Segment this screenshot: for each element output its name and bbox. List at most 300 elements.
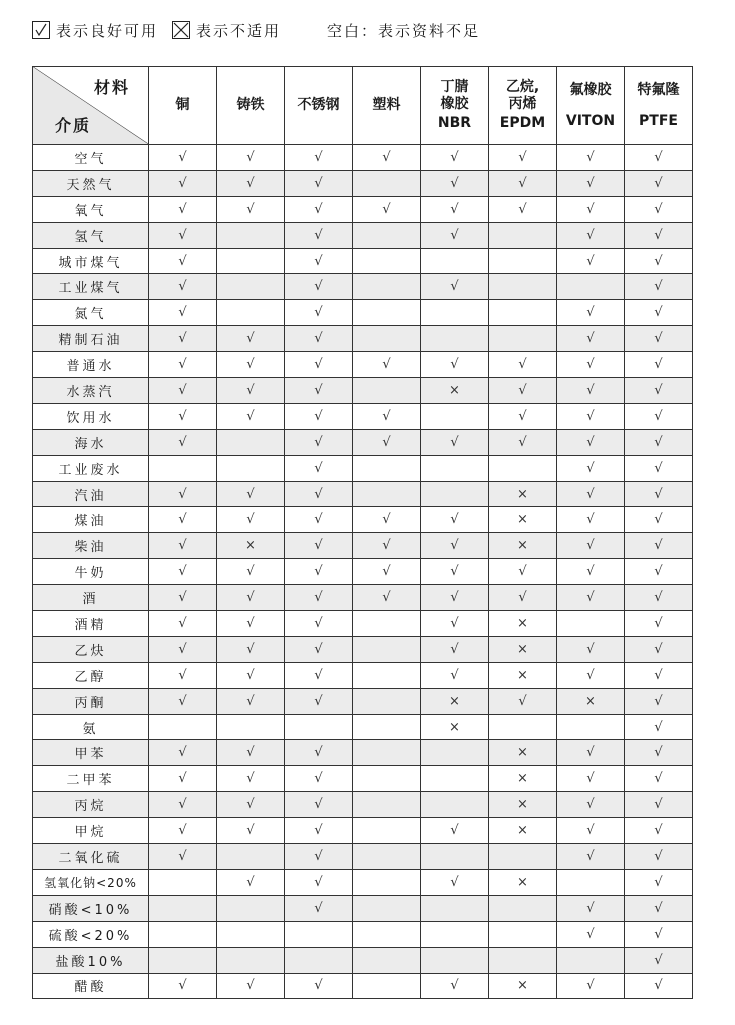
compat-cell: √ <box>557 507 625 533</box>
column-header: 乙烷, 丙烯 EPDM <box>489 67 557 145</box>
compat-cell <box>421 403 489 429</box>
compat-cell: √ <box>285 196 353 222</box>
compat-cell: √ <box>217 378 285 404</box>
compat-cell: √ <box>557 352 625 378</box>
compat-cell: √ <box>489 170 557 196</box>
compat-cell <box>557 274 625 300</box>
compat-cell: √ <box>625 921 693 947</box>
compat-cell: √ <box>625 792 693 818</box>
compat-cell <box>217 222 285 248</box>
compat-cell <box>217 300 285 326</box>
compat-cell: √ <box>217 585 285 611</box>
compat-cell: √ <box>285 455 353 481</box>
compat-cell <box>353 662 421 688</box>
compat-cell <box>353 947 421 973</box>
compat-cell: √ <box>285 818 353 844</box>
compat-cell: √ <box>285 559 353 585</box>
compat-cell <box>421 300 489 326</box>
compat-cell <box>421 921 489 947</box>
compat-cell: √ <box>557 481 625 507</box>
compat-cell <box>353 714 421 740</box>
table-row <box>33 688 693 714</box>
compat-cell: √ <box>625 766 693 792</box>
table-row <box>33 585 693 611</box>
table-row <box>33 844 693 870</box>
compat-cell: √ <box>625 248 693 274</box>
medium-cell: 硝酸<10% <box>33 895 149 921</box>
compat-cell: √ <box>149 481 217 507</box>
compat-cell: × <box>489 869 557 895</box>
compat-cell: √ <box>489 196 557 222</box>
legend-blank-label: 空白：表示资料不足 <box>327 21 481 40</box>
compat-cell: √ <box>285 766 353 792</box>
compat-cell <box>217 455 285 481</box>
medium-cell: 汽油 <box>33 481 149 507</box>
compat-cell: √ <box>149 611 217 637</box>
compat-cell: √ <box>625 533 693 559</box>
compat-cell <box>217 429 285 455</box>
compat-cell: √ <box>217 818 285 844</box>
compat-cell: √ <box>421 533 489 559</box>
medium-cell: 饮用水 <box>33 403 149 429</box>
compat-cell <box>149 455 217 481</box>
compat-cell <box>421 766 489 792</box>
compat-cell: × <box>217 533 285 559</box>
table-row <box>33 714 693 740</box>
compat-cell: √ <box>285 170 353 196</box>
column-header: 丁腈 橡胶 NBR <box>421 67 489 145</box>
compat-cell: × <box>489 611 557 637</box>
compat-cell: √ <box>557 533 625 559</box>
compat-cell: √ <box>149 818 217 844</box>
compat-cell: √ <box>149 688 217 714</box>
compat-cell: √ <box>557 973 625 999</box>
compat-cell: × <box>421 714 489 740</box>
column-header: 氟橡胶 VITON <box>557 67 625 145</box>
compat-cell: × <box>489 818 557 844</box>
compat-cell: √ <box>149 145 217 171</box>
corner-material-label: 材料 <box>93 78 130 97</box>
compat-cell: √ <box>625 611 693 637</box>
compat-cell: √ <box>625 662 693 688</box>
compat-cell <box>217 274 285 300</box>
compat-cell: × <box>489 533 557 559</box>
compat-cell: √ <box>421 145 489 171</box>
medium-cell: 乙炔 <box>33 636 149 662</box>
compat-cell: √ <box>285 326 353 352</box>
compat-cell: √ <box>149 196 217 222</box>
table-row <box>33 973 693 999</box>
compat-cell: √ <box>557 740 625 766</box>
compat-cell: √ <box>557 766 625 792</box>
compat-cell: √ <box>557 326 625 352</box>
compat-cell: √ <box>285 507 353 533</box>
compat-cell <box>149 947 217 973</box>
legend <box>32 18 722 42</box>
table-row <box>33 170 693 196</box>
checkbox-check-icon <box>32 21 50 39</box>
corner-header-cell <box>33 67 149 145</box>
compat-cell: √ <box>149 403 217 429</box>
compat-cell: √ <box>285 611 353 637</box>
compat-cell: √ <box>489 585 557 611</box>
compat-cell: √ <box>421 222 489 248</box>
compat-cell <box>285 714 353 740</box>
compat-cell: √ <box>489 145 557 171</box>
medium-cell: 煤油 <box>33 507 149 533</box>
compat-cell <box>353 481 421 507</box>
table-row <box>33 378 693 404</box>
medium-cell: 二甲苯 <box>33 766 149 792</box>
medium-cell: 空气 <box>33 145 149 171</box>
medium-cell: 天然气 <box>33 170 149 196</box>
compat-cell <box>353 792 421 818</box>
medium-cell: 醋酸 <box>33 973 149 999</box>
table-row <box>33 248 693 274</box>
compat-cell <box>421 792 489 818</box>
compat-cell <box>149 869 217 895</box>
compat-cell <box>557 869 625 895</box>
compat-cell: √ <box>557 170 625 196</box>
compat-cell: √ <box>353 585 421 611</box>
compat-cell: √ <box>557 378 625 404</box>
compat-cell: √ <box>421 611 489 637</box>
compat-cell: √ <box>421 636 489 662</box>
compat-cell: √ <box>557 196 625 222</box>
compat-cell: √ <box>285 481 353 507</box>
table-row <box>33 222 693 248</box>
medium-cell: 城市煤气 <box>33 248 149 274</box>
compat-cell: √ <box>285 973 353 999</box>
compat-cell: × <box>489 481 557 507</box>
compat-cell <box>489 326 557 352</box>
compat-cell: √ <box>557 636 625 662</box>
compat-cell <box>353 973 421 999</box>
compat-cell <box>217 895 285 921</box>
compat-cell <box>557 611 625 637</box>
compat-cell <box>489 895 557 921</box>
medium-cell: 硫酸<20% <box>33 921 149 947</box>
compat-cell <box>489 455 557 481</box>
medium-cell: 水蒸汽 <box>33 378 149 404</box>
compat-cell: √ <box>149 352 217 378</box>
compat-cell: √ <box>557 559 625 585</box>
compat-cell: √ <box>421 429 489 455</box>
medium-cell: 盐酸10% <box>33 947 149 973</box>
compat-cell: √ <box>285 585 353 611</box>
compat-cell: √ <box>285 352 353 378</box>
compat-cell: √ <box>217 559 285 585</box>
compat-cell: √ <box>421 274 489 300</box>
column-header: 特氟隆 PTFE <box>625 67 693 145</box>
medium-cell: 氨 <box>33 714 149 740</box>
compat-cell: √ <box>149 248 217 274</box>
compat-cell: × <box>489 636 557 662</box>
compat-cell: √ <box>625 300 693 326</box>
compat-cell: √ <box>421 507 489 533</box>
table-row <box>33 636 693 662</box>
compat-cell <box>353 740 421 766</box>
compat-cell <box>489 274 557 300</box>
compat-cell <box>217 714 285 740</box>
compat-cell <box>489 300 557 326</box>
compat-cell: √ <box>285 740 353 766</box>
compat-cell: √ <box>149 792 217 818</box>
compat-cell: √ <box>421 818 489 844</box>
table-row <box>33 792 693 818</box>
compat-cell: √ <box>625 895 693 921</box>
compat-cell: √ <box>149 533 217 559</box>
compat-cell <box>421 740 489 766</box>
compat-cell: √ <box>421 559 489 585</box>
compat-cell: √ <box>625 274 693 300</box>
compat-cell: √ <box>557 248 625 274</box>
compat-cell: √ <box>557 662 625 688</box>
compat-cell: √ <box>217 196 285 222</box>
compat-cell: √ <box>557 145 625 171</box>
compat-cell: √ <box>625 714 693 740</box>
compat-cell <box>557 947 625 973</box>
compat-cell: √ <box>421 662 489 688</box>
compat-cell <box>489 714 557 740</box>
compat-cell: √ <box>285 403 353 429</box>
compat-cell: √ <box>625 222 693 248</box>
compat-cell: √ <box>217 326 285 352</box>
table-row <box>33 740 693 766</box>
column-header: 铸铁 <box>217 67 285 145</box>
compat-cell: √ <box>217 145 285 171</box>
compat-cell <box>421 481 489 507</box>
compat-cell <box>353 869 421 895</box>
compat-cell <box>149 714 217 740</box>
compat-cell <box>353 222 421 248</box>
compat-cell: × <box>489 792 557 818</box>
table-row <box>33 326 693 352</box>
compat-cell: √ <box>353 145 421 171</box>
compat-cell: √ <box>285 844 353 870</box>
medium-cell: 氮气 <box>33 300 149 326</box>
compat-cell: √ <box>625 869 693 895</box>
table-row <box>33 403 693 429</box>
table-row <box>33 869 693 895</box>
compat-cell <box>353 611 421 637</box>
compat-cell: √ <box>353 196 421 222</box>
medium-cell: 工业废水 <box>33 455 149 481</box>
legend-bad <box>172 20 281 41</box>
compat-cell: √ <box>625 429 693 455</box>
compat-cell: √ <box>285 274 353 300</box>
table-row <box>33 481 693 507</box>
compat-cell: √ <box>149 844 217 870</box>
compat-cell: √ <box>353 559 421 585</box>
compat-cell: √ <box>557 844 625 870</box>
compat-cell: √ <box>625 507 693 533</box>
compat-cell <box>353 921 421 947</box>
compat-cell: √ <box>489 378 557 404</box>
compat-cell: √ <box>625 196 693 222</box>
compat-cell: √ <box>285 895 353 921</box>
compat-cell: × <box>421 378 489 404</box>
medium-cell: 二氧化硫 <box>33 844 149 870</box>
table-row <box>33 352 693 378</box>
compat-cell: × <box>489 740 557 766</box>
compat-cell: √ <box>285 378 353 404</box>
compat-cell: √ <box>217 636 285 662</box>
compat-cell: √ <box>625 145 693 171</box>
compat-cell: √ <box>557 429 625 455</box>
compat-cell: × <box>557 688 625 714</box>
compat-cell <box>353 688 421 714</box>
compat-cell: √ <box>625 403 693 429</box>
compat-cell: √ <box>217 869 285 895</box>
compat-cell: √ <box>285 688 353 714</box>
compat-cell: √ <box>285 533 353 559</box>
compat-cell: √ <box>149 740 217 766</box>
compat-cell <box>421 326 489 352</box>
compat-cell <box>285 921 353 947</box>
table-row <box>33 921 693 947</box>
medium-cell: 柴油 <box>33 533 149 559</box>
compat-cell <box>353 844 421 870</box>
compat-cell: √ <box>421 170 489 196</box>
medium-cell: 牛奶 <box>33 559 149 585</box>
compat-cell: √ <box>353 352 421 378</box>
compat-cell: √ <box>421 352 489 378</box>
medium-cell: 氢氧化钠<20% <box>33 869 149 895</box>
compat-cell: √ <box>421 196 489 222</box>
legend-bad-label: 表示不适用 <box>196 21 282 40</box>
compat-cell <box>353 378 421 404</box>
table-row <box>33 300 693 326</box>
medium-cell: 乙醇 <box>33 662 149 688</box>
compat-cell: √ <box>217 792 285 818</box>
compat-cell <box>353 170 421 196</box>
compat-cell: √ <box>217 481 285 507</box>
compat-cell: √ <box>149 766 217 792</box>
compat-cell: × <box>489 973 557 999</box>
compat-cell: √ <box>217 973 285 999</box>
medium-cell: 精制石油 <box>33 326 149 352</box>
compat-cell: √ <box>625 947 693 973</box>
compat-cell: √ <box>557 895 625 921</box>
compat-cell <box>217 921 285 947</box>
compat-cell: √ <box>625 378 693 404</box>
medium-cell: 丙酮 <box>33 688 149 714</box>
medium-cell: 工业煤气 <box>33 274 149 300</box>
table-row <box>33 662 693 688</box>
compat-cell: √ <box>489 352 557 378</box>
compat-cell <box>149 921 217 947</box>
table-row <box>33 145 693 171</box>
compat-cell: √ <box>421 585 489 611</box>
compat-cell: √ <box>285 248 353 274</box>
table-row <box>33 196 693 222</box>
compat-cell: √ <box>625 844 693 870</box>
column-header: 不锈钢 <box>285 67 353 145</box>
compat-cell: √ <box>625 740 693 766</box>
compat-cell: √ <box>149 559 217 585</box>
compat-cell: √ <box>557 222 625 248</box>
table-row <box>33 507 693 533</box>
compat-cell: √ <box>285 636 353 662</box>
compat-cell: √ <box>217 662 285 688</box>
table-row <box>33 895 693 921</box>
medium-cell: 丙烷 <box>33 792 149 818</box>
compat-cell <box>353 766 421 792</box>
compat-cell: √ <box>217 403 285 429</box>
compat-cell: × <box>489 766 557 792</box>
compat-cell <box>353 326 421 352</box>
compat-cell <box>557 714 625 740</box>
column-header: 塑料 <box>353 67 421 145</box>
table-header-row <box>33 67 693 145</box>
compat-cell: × <box>489 507 557 533</box>
compat-cell: √ <box>217 170 285 196</box>
table-row <box>33 947 693 973</box>
compat-cell: √ <box>489 403 557 429</box>
compat-cell: √ <box>625 973 693 999</box>
compat-cell <box>353 300 421 326</box>
compat-cell: √ <box>285 662 353 688</box>
compat-cell: √ <box>149 300 217 326</box>
compat-cell: √ <box>625 818 693 844</box>
compat-cell: √ <box>149 378 217 404</box>
compat-cell: √ <box>149 170 217 196</box>
compat-cell <box>217 947 285 973</box>
compat-cell: √ <box>489 688 557 714</box>
compat-cell: √ <box>217 352 285 378</box>
compat-cell: √ <box>285 429 353 455</box>
table-row <box>33 274 693 300</box>
compat-cell: √ <box>625 636 693 662</box>
compat-cell <box>353 636 421 662</box>
medium-cell: 氢气 <box>33 222 149 248</box>
medium-cell: 甲烷 <box>33 818 149 844</box>
compat-cell: √ <box>149 429 217 455</box>
table-row <box>33 533 693 559</box>
medium-cell: 氧气 <box>33 196 149 222</box>
compat-cell: × <box>421 688 489 714</box>
compat-cell <box>421 248 489 274</box>
compat-cell: √ <box>557 792 625 818</box>
compat-cell: √ <box>149 585 217 611</box>
table-body <box>33 145 693 999</box>
compat-cell <box>421 455 489 481</box>
compat-cell: √ <box>489 559 557 585</box>
compat-cell: √ <box>149 507 217 533</box>
compat-cell: √ <box>421 973 489 999</box>
compat-cell: √ <box>149 662 217 688</box>
compat-cell <box>353 248 421 274</box>
compat-cell <box>353 274 421 300</box>
compat-cell: √ <box>625 326 693 352</box>
compat-cell <box>489 248 557 274</box>
compat-cell: √ <box>353 403 421 429</box>
medium-cell: 海水 <box>33 429 149 455</box>
table-row <box>33 766 693 792</box>
compat-cell: √ <box>625 585 693 611</box>
compat-cell: √ <box>217 507 285 533</box>
corner-medium-label: 介质 <box>55 116 92 135</box>
compat-cell: √ <box>149 326 217 352</box>
compat-cell: √ <box>285 145 353 171</box>
compat-cell <box>421 844 489 870</box>
compat-cell <box>421 895 489 921</box>
compat-cell <box>489 947 557 973</box>
compat-cell: × <box>489 662 557 688</box>
compat-cell: √ <box>353 429 421 455</box>
compat-cell: √ <box>557 300 625 326</box>
